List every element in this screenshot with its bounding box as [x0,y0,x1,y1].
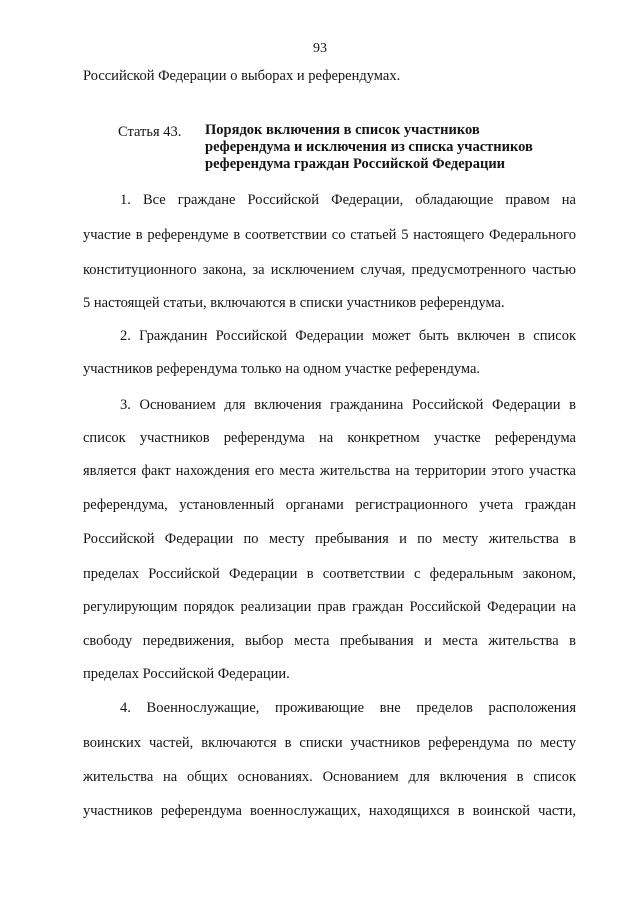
page-number: 93 [313,41,327,56]
paragraph-3-line: является факт нахождения его места жительства на территории этого участка [83,463,576,479]
paragraph-3-line: Российской Федерации по месту пребывания и по месту жительства в [83,531,576,547]
article-title-line: референдума и исключения из списка участников [205,139,533,155]
paragraph-3-line: 3. Основанием для включения гражданина Российской Федерации в [120,397,576,413]
paragraph-2-line: участников референдума только на одном участке референдума. [83,361,481,377]
paragraph-1-line: 1. Все граждане Российской Федерации, обладающие правом на [120,192,576,208]
article-label: Статья 43. [118,124,182,140]
paragraph-3-line: свободу передвижения, выбор места пребывания и места жительства в [83,633,576,649]
paragraph-4-line: 4. Военнослужащие, проживающие вне пределов расположения [120,700,576,716]
paragraph-4-line: жительства на общих основаниях. Основанием для включения в список [83,769,576,785]
paragraph-3-line: пределах Российской Федерации в соответствии с федеральным законом, [83,566,576,582]
paragraph-2-line: 2. Гражданин Российской Федерации может быть включен в список [120,328,576,344]
paragraph-3-line: пределах Российской Федерации. [83,666,290,682]
paragraph-3-line: референдума, установленный органами регистрационного учета граждан [83,497,576,513]
article-title-line: референдума граждан Российской Федерации [205,156,506,172]
paragraph-1-line: участие в референдуме в соответствии со статьей 5 настоящего Федерального [83,227,576,243]
article-title-line: Порядок включения в список участников [205,122,480,138]
paragraph-4-line: воинских частей, включаются в списки участников референдума по месту [83,735,576,751]
paragraph-1-line: 5 настоящей статьи, включаются в списки участников референдума. [83,295,505,311]
article-title [205,122,565,173]
paragraph-3-line: список участников референдума на конкретном участке референдума [83,430,576,446]
paragraph-3-line: регулирующим порядок реализации прав граждан Российской Федерации на [83,599,576,615]
paragraph-4-line: участников референдума военнослужащих, находящихся в воинской части, [83,803,576,819]
paragraph-1-line: конституционного закона, за исключением случая, предусмотренного частью [83,262,576,278]
continuation-line: Российской Федерации о выборах и референдумах. [83,68,401,84]
